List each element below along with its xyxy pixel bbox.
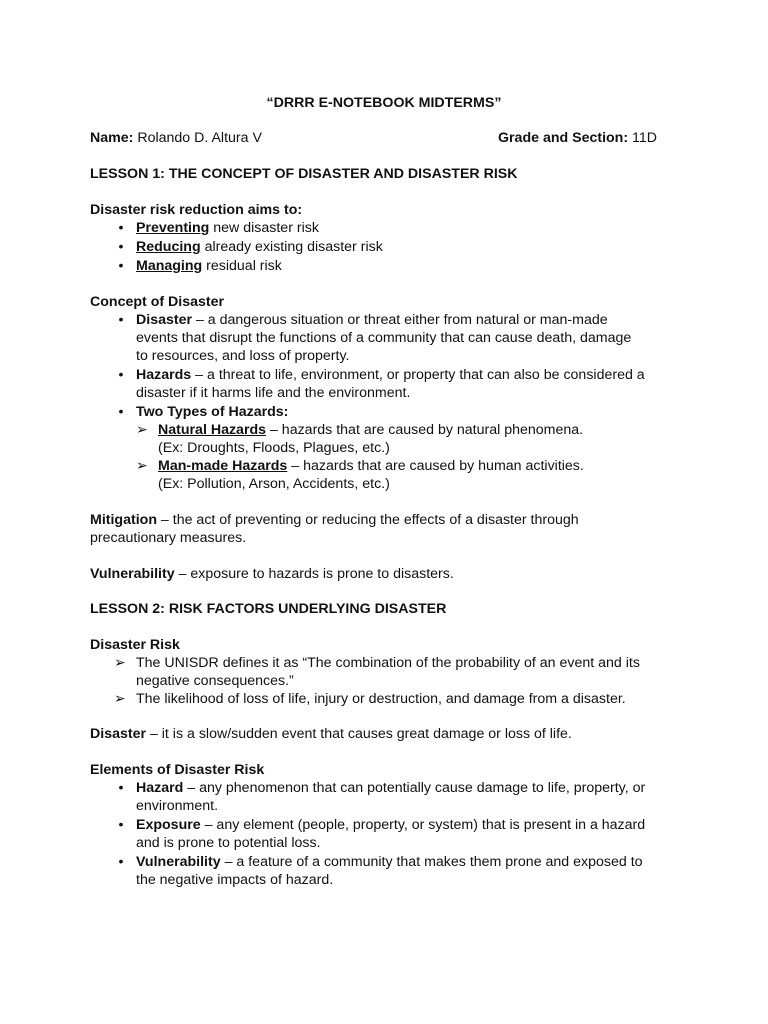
- paragraph-term: Mitigation: [90, 512, 157, 528]
- concept-heading: Concept of Disaster: [90, 294, 225, 310]
- item-term: Exposure: [136, 817, 201, 833]
- risk-heading: Disaster Risk: [90, 637, 180, 653]
- paragraph-text: – it is a slow/sudden event that causes great damage or loss of life.: [146, 726, 572, 742]
- item-example: (Ex: Droughts, Floods, Plagues, etc.): [158, 440, 390, 456]
- grade-value: 11D: [632, 130, 658, 146]
- bullet-icon: •: [118, 312, 124, 328]
- item-term: Man-made Hazards: [158, 458, 288, 474]
- lesson1-heading: LESSON 1: THE CONCEPT OF DISASTER AND DISASTER RISK: [90, 166, 518, 182]
- item-text: residual risk: [202, 258, 282, 274]
- bullet-icon: •: [118, 817, 124, 833]
- list-item: [114, 690, 686, 708]
- arrow-bullet-icon: ➢: [136, 458, 148, 474]
- item-text: to resources, and loss of property.: [136, 348, 350, 364]
- lesson2-heading: LESSON 2: RISK FACTORS UNDERLYING DISASTER: [90, 601, 447, 617]
- bullet-icon: •: [118, 239, 124, 255]
- grade-section: [498, 129, 657, 147]
- list-item: [118, 403, 686, 421]
- list-item: [118, 779, 686, 815]
- drr-heading: Disaster risk reduction aims to:: [90, 202, 303, 218]
- item-text: negative consequences.”: [136, 673, 294, 689]
- item-term: Natural Hazards: [158, 422, 267, 438]
- item-text: – hazards that are caused by human activities.: [287, 458, 584, 474]
- arrow-bullet-icon: ➢: [136, 422, 148, 438]
- mitigation-paragraph: [90, 511, 690, 547]
- item-term: Vulnerability: [136, 854, 221, 870]
- arrow-bullet-icon: ➢: [114, 655, 126, 671]
- item-text: environment.: [136, 798, 219, 814]
- arrow-bullet-icon: ➢: [114, 691, 126, 707]
- item-text: – a threat to life, environment, or property that can also be considered a: [195, 367, 645, 383]
- item-text: events that disrupt the functions of a community that can cause death, damage: [136, 330, 632, 346]
- item-term: Disaster: [136, 312, 192, 328]
- elements-heading: Elements of Disaster Risk: [90, 762, 265, 778]
- list-item: [136, 421, 688, 457]
- item-text: – a feature of a community that makes them prone and exposed to: [220, 854, 643, 870]
- vulnerability-paragraph: [90, 565, 690, 583]
- list-item: [118, 238, 686, 256]
- list-item: [118, 219, 686, 237]
- item-term: Reducing: [136, 239, 201, 255]
- item-term: Managing: [136, 258, 203, 274]
- list-item: [118, 853, 686, 889]
- disaster-paragraph: [90, 725, 690, 743]
- name-value: Rolando D. Altura V: [137, 130, 262, 146]
- bullet-icon: •: [118, 220, 124, 236]
- item-text: – a dangerous situation or threat either from natural or man-made: [195, 312, 608, 328]
- paragraph-term: Vulnerability: [90, 566, 175, 582]
- bullet-icon: •: [118, 367, 124, 383]
- item-text: The UNISDR defines it as “The combination of the probability of an event and its: [136, 655, 640, 671]
- item-text: already existing disaster risk: [200, 239, 383, 255]
- item-example: (Ex: Pollution, Arson, Accidents, etc.): [158, 476, 390, 492]
- paragraph-text: – exposure to hazards is prone to disasters.: [174, 566, 454, 582]
- list-item: [136, 457, 688, 493]
- item-term: Hazards: [136, 367, 192, 383]
- list-item: [118, 816, 686, 852]
- item-term: Preventing: [136, 220, 210, 236]
- item-term: Two Types of Hazards:: [136, 404, 289, 420]
- item-text: – hazards that are caused by natural phenomena.: [266, 422, 584, 438]
- item-text: disaster if it harms life and the environment.: [136, 385, 411, 401]
- name-label: Name:: [90, 130, 134, 146]
- item-text: – any phenomenon that can potentially cause damage to life, property, or: [183, 780, 646, 796]
- bullet-icon: •: [118, 780, 124, 796]
- list-item: [118, 257, 686, 275]
- list-item: [118, 366, 686, 402]
- bullet-icon: •: [118, 854, 124, 870]
- list-item: [118, 311, 686, 365]
- item-text: new disaster risk: [209, 220, 319, 236]
- item-term: Hazard: [136, 780, 184, 796]
- item-text: – any element (people, property, or system) that is present in a hazard: [200, 817, 646, 833]
- document-title: “DRRR E-NOTEBOOK MIDTERMS”: [266, 95, 502, 111]
- list-item: [114, 654, 686, 690]
- bullet-icon: •: [118, 258, 124, 274]
- bullet-icon: •: [118, 404, 124, 420]
- item-text: The likelihood of loss of life, injury or destruction, and damage from a disaster.: [136, 691, 626, 707]
- paragraph-text: – the act of preventing or reducing the effects of a disaster through: [156, 512, 579, 528]
- grade-label: Grade and Section:: [498, 130, 629, 146]
- student-info-row: [90, 129, 690, 147]
- item-text: the negative impacts of hazard.: [136, 872, 334, 888]
- item-text: and is prone to potential loss.: [136, 835, 321, 851]
- paragraph-term: Disaster: [90, 726, 146, 742]
- paragraph-text: precautionary measures.: [90, 530, 247, 546]
